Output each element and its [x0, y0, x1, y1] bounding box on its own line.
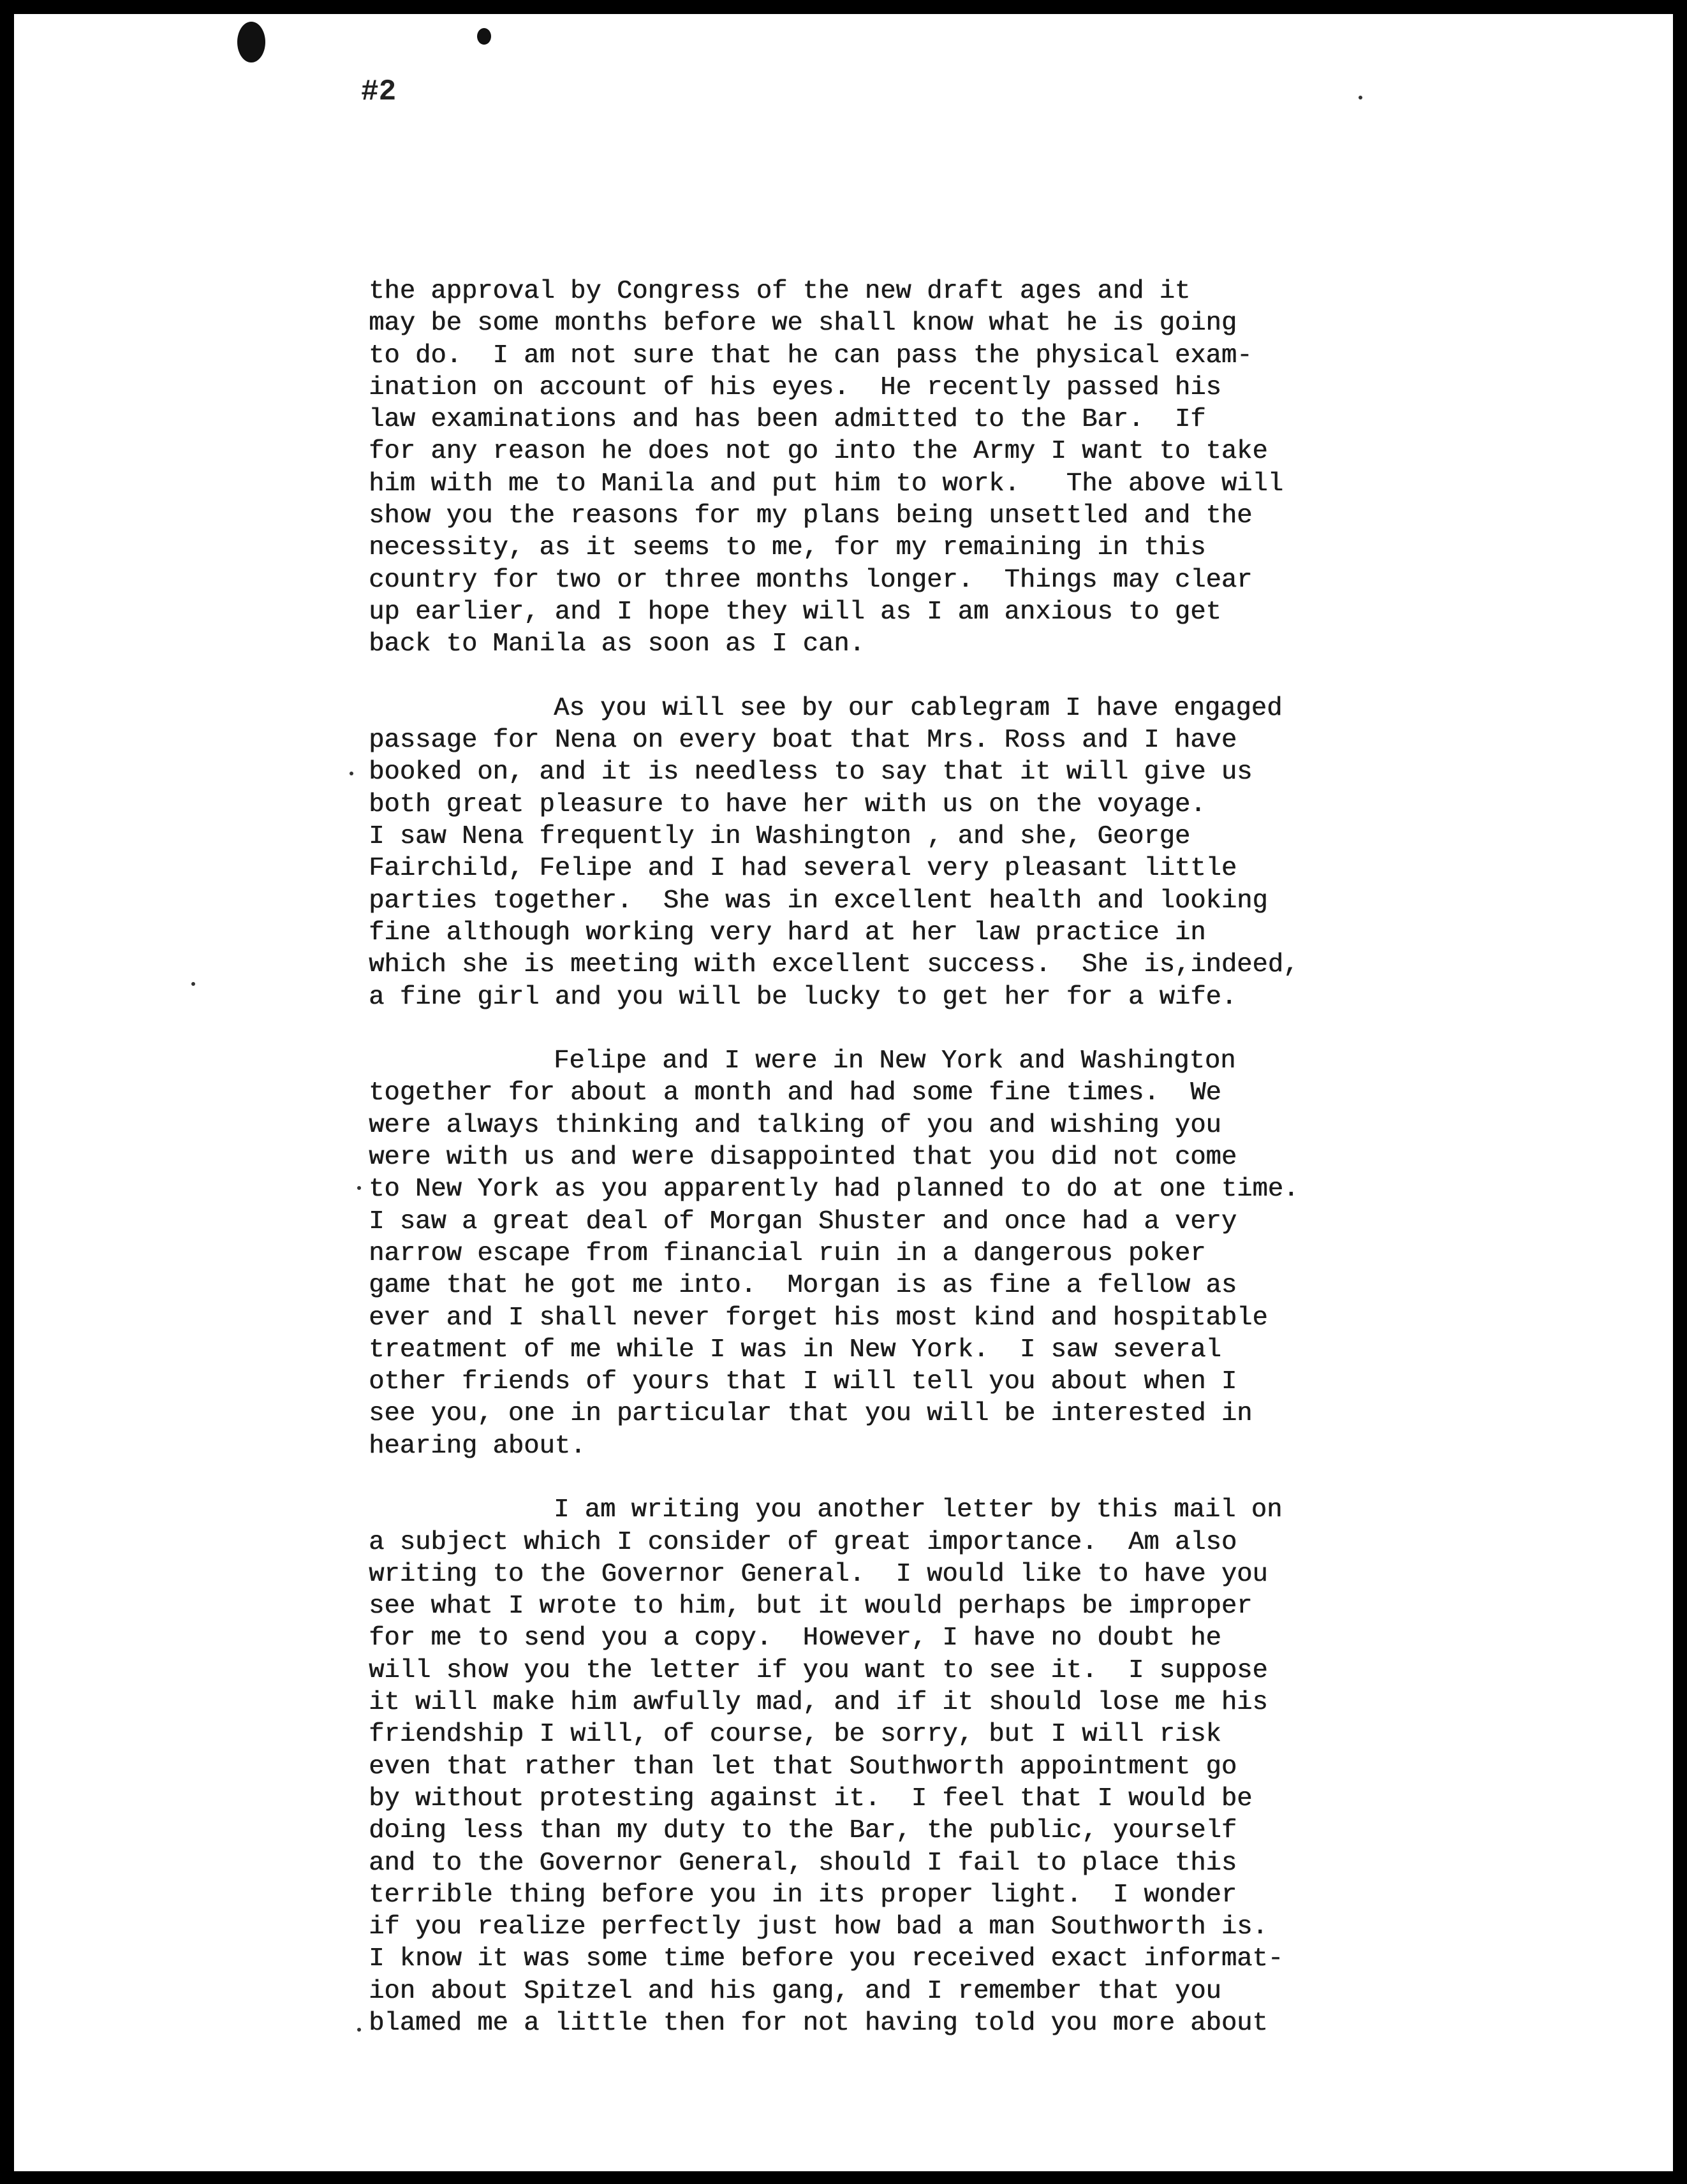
paragraph-spacer: [369, 661, 1542, 693]
text-line: and to the Governor General, should I fail to place this: [369, 1848, 1237, 1878]
paragraph-spacer: [369, 1013, 1542, 1045]
text-line: game that he got me into. Morgan is as fine a fellow as: [369, 1271, 1237, 1301]
letter-body: [369, 275, 1542, 2039]
text-line: will show you the letter if you want to see it. I suppose: [369, 1655, 1268, 1685]
text-line: see you, one in particular that you will be interested in: [369, 1399, 1253, 1429]
paragraph: [369, 1494, 1542, 2039]
text-line: friendship I will, of course, be sorry, but I will risk: [369, 1720, 1221, 1750]
text-line: Felipe and I were in New York and Washington: [554, 1046, 1236, 1076]
text-line: even that rather than let that Southworth appointment go: [369, 1752, 1237, 1782]
text-line: both great pleasure to have her with us on the voyage.: [369, 789, 1206, 819]
text-line: to do. I am not sure that he can pass the physical exam-: [369, 341, 1253, 370]
text-line: I saw Nena frequently in Washington , and she, George: [369, 822, 1191, 852]
text-line: a fine girl and you will be lucky to get her for a wife.: [369, 982, 1237, 1012]
text-line: law examinations and has been admitted to the Bar. If: [369, 405, 1206, 435]
page-number: #2: [361, 75, 397, 108]
text-line: I am writing you another letter by this mail on: [554, 1495, 1283, 1525]
text-line: ion about Spitzel and his gang, and I remember that you: [369, 1976, 1221, 2006]
scan-border-left: [0, 0, 14, 2184]
scan-border-right: [1673, 0, 1687, 2184]
text-line: passage for Nena on every boat that Mrs. Ross and I have: [369, 726, 1237, 756]
text-line: a subject which I consider of great importance. Am also: [369, 1527, 1237, 1557]
paragraph: [369, 693, 1542, 1013]
scan-speck: [191, 982, 195, 986]
text-line: see what I wrote to him, but it would perhaps be improper: [369, 1592, 1253, 1622]
scan-speck: [357, 1186, 361, 1190]
text-line: to New York as you apparently had planned to do at one time.: [369, 1175, 1299, 1205]
text-line: I know it was some time before you received exact informat-: [369, 1944, 1283, 1974]
text-line: for any reason he does not go into the Army I want to take: [369, 437, 1268, 467]
text-line: show you the reasons for my plans being unsettled and the: [369, 501, 1253, 531]
text-line: ination on account of his eyes. He recently passed his: [369, 372, 1221, 402]
text-line: back to Manila as soon as I can.: [369, 629, 865, 659]
text-line: by without protesting against it. I feel that I would be: [369, 1784, 1253, 1814]
text-line: necessity, as it seems to me, for my remaining in this: [369, 533, 1206, 563]
text-line: parties together. She was in excellent health and looking: [369, 886, 1268, 916]
punch-hole-mark: [237, 22, 265, 62]
text-line: country for two or three months longer. Things may clear: [369, 565, 1253, 595]
text-line: him with me to Manila and put him to work. The above will: [369, 469, 1283, 499]
paragraph-spacer: [369, 1462, 1542, 1494]
scan-speck: [350, 772, 353, 775]
text-line: were with us and were disappointed that you did not come: [369, 1143, 1237, 1173]
paragraph: [369, 1045, 1542, 1462]
text-line: blamed me a little then for not having told you more about: [369, 2009, 1268, 2039]
text-line: if you realize perfectly just how bad a man Southworth is.: [369, 1912, 1268, 1942]
text-line: for me to send you a copy. However, I have no doubt he: [369, 1623, 1221, 1653]
text-line: terrible thing before you in its proper light. I wonder: [369, 1880, 1237, 1910]
text-line: booked on, and it is needless to say that it will give us: [369, 758, 1253, 788]
text-line: other friends of yours that I will tell you about when I: [369, 1367, 1237, 1397]
text-line: Fairchild, Felipe and I had several very pleasant little: [369, 854, 1237, 884]
text-line: doing less than my duty to the Bar, the public, yourself: [369, 1816, 1237, 1846]
punch-hole-mark: [477, 28, 491, 45]
text-line: it will make him awfully mad, and if it should lose me his: [369, 1688, 1268, 1718]
scan-speck: [1359, 96, 1362, 99]
text-line: narrow escape from financial ruin in a dangerous poker: [369, 1238, 1206, 1268]
text-line: may be some months before we shall know what he is going: [369, 309, 1237, 339]
text-line: treatment of me while I was in New York. I saw several: [369, 1335, 1221, 1365]
text-line: together for about a month and had some fine times. We: [369, 1078, 1221, 1108]
text-line: the approval by Congress of the new draft ages and it: [369, 277, 1191, 306]
scan-border-bottom: [0, 2171, 1687, 2184]
text-line: I saw a great deal of Morgan Shuster and once had a very: [369, 1206, 1237, 1236]
paragraph: [369, 275, 1542, 661]
text-line: up earlier, and I hope they will as I am anxious to get: [369, 597, 1221, 627]
scan-border-top: [0, 0, 1687, 14]
text-line: As you will see by our cablegram I have engaged: [554, 693, 1283, 723]
text-line: were always thinking and talking of you and wishing you: [369, 1110, 1221, 1140]
scan-speck: [357, 2028, 361, 2032]
text-line: fine although working very hard at her law practice in: [369, 918, 1206, 948]
text-line: writing to the Governor General. I would like to have you: [369, 1559, 1268, 1589]
text-line: ever and I shall never forget his most kind and hospitable: [369, 1303, 1268, 1333]
text-line: hearing about.: [369, 1431, 586, 1461]
text-line: which she is meeting with excellent success. She is,indeed,: [369, 950, 1299, 980]
